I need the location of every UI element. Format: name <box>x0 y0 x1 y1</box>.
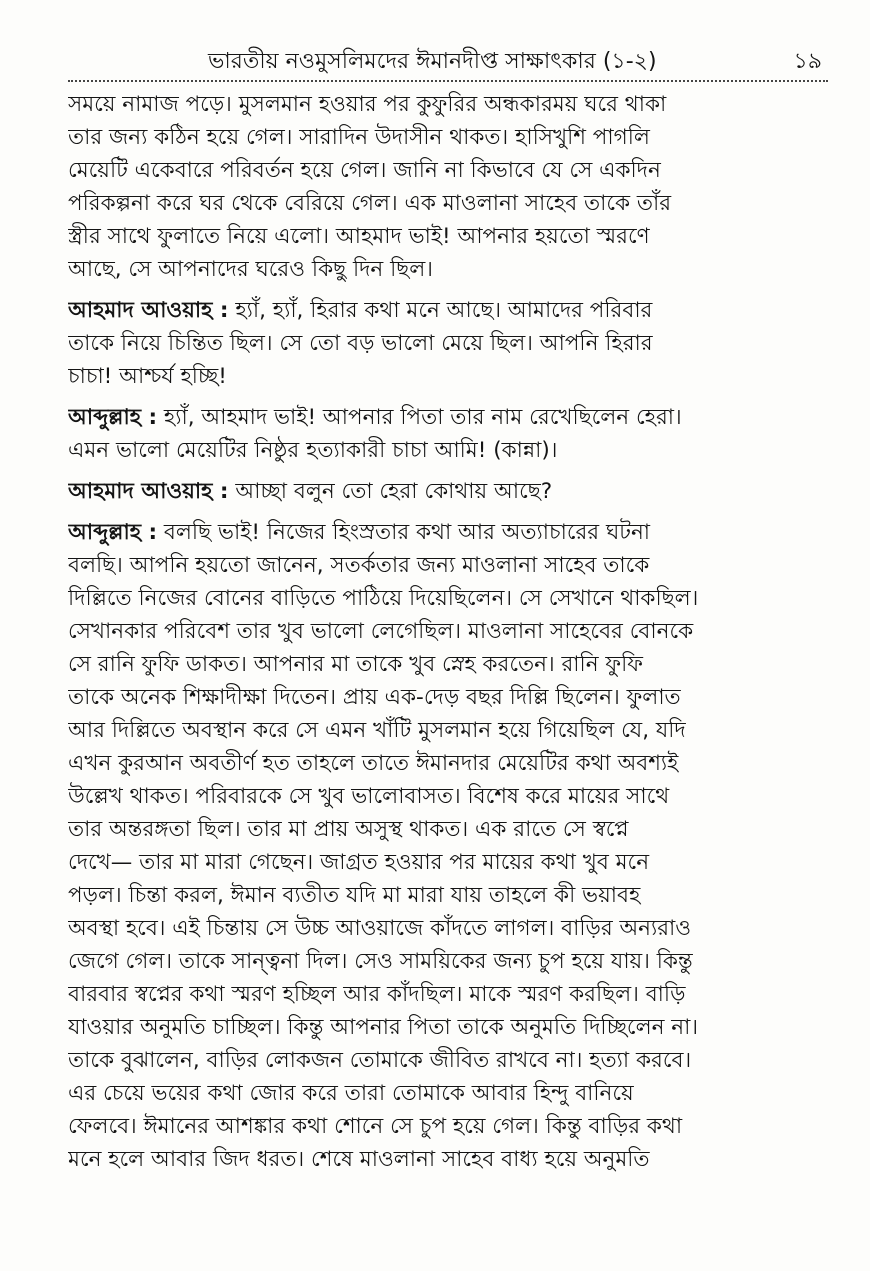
text-line <box>68 360 833 393</box>
line-text: এখন কুরআন অবতীর্ণ হত তাহলে তাতে ঈমানদার মেয়েটির কথা অবশ্যই <box>68 751 679 776</box>
text-line <box>68 516 833 549</box>
line-text: সেখানকার পরিবেশ তার খুব ভালো লেগেছিল। মাওলানা সাহেবের বোনকে <box>68 619 694 644</box>
header-divider <box>68 80 828 82</box>
paragraph <box>68 294 833 393</box>
paragraph <box>68 88 833 286</box>
text-line <box>68 549 833 582</box>
text-line <box>68 475 833 508</box>
page-number: ১৯ <box>793 49 822 74</box>
text-line <box>68 294 833 327</box>
speaker-label: আহমাদ আওয়াহ : <box>68 298 229 323</box>
text-line <box>68 121 833 154</box>
line-text: মনে হলে আবার জিদ ধরত। শেষে মাওলানা সাহেব বাধ্য হয়ে অনুমতি <box>68 1147 650 1172</box>
line-text: ফেলবে। ঈমানের আশঙ্কার কথা শোনে সে চুপ হয়ে গেল। কিন্তু বাড়ির কথা <box>68 1114 683 1139</box>
page-body <box>68 88 833 1184</box>
line-text: তাকে নিয়ে চিন্তিত ছিল। সে তো বড় ভালো মেয়ে ছিল। আপনি হিরার <box>68 331 653 356</box>
header-title: ভারতীয় নওমুসলিমদের ঈমানদীপ্ত সাক্ষাৎকার (১-২) <box>208 49 657 74</box>
line-text: বলছি। আপনি হয়তো জানেন, সতর্কতার জন্য মাওলানা সাহেব তাকে <box>68 553 650 578</box>
line-text: তাকে অনেক শিক্ষাদীক্ষা দিতেন। প্রায় এক-দেড় বছর দিল্লি ছিলেন। ফুলাত <box>68 685 681 710</box>
line-text: এর চেয়ে ভয়ের কথা জোর করে তারা তোমাকে আবার হিন্দু বানিয়ে <box>68 1081 634 1106</box>
line-text: হ্যাঁ, আহমাদ ভাই! আপনার পিতা তার নাম রেখেছিলেন হেরা। <box>157 405 682 430</box>
line-text: বারবার স্বপ্নের কথা স্মরণ হচ্ছিল আর কাঁদছিল। মাকে স্মরণ করছিল। বাড়ি <box>68 982 686 1007</box>
speaker-label: আহমাদ আওয়াহ : <box>68 479 229 504</box>
text-line <box>68 615 833 648</box>
line-text: সে রানি ফুফি ডাকত। আপনার মা তাকে খুব স্নেহ করতেন। রানি ফুফি <box>68 652 643 677</box>
line-text: হ্যাঁ, হ্যাঁ, হিরার কথা মনে আছে। আমাদের পরিবার <box>228 298 653 323</box>
line-text: মেয়েটি একেবারে পরিবর্তন হয়ে গেল। জানি না কিভাবে যে সে একদিন <box>68 158 661 183</box>
text-line <box>68 434 833 467</box>
text-line <box>68 846 833 879</box>
text-line <box>68 1011 833 1044</box>
line-text: বলছি ভাই! নিজের হিংস্রতার কথা আর অত্যাচারের ঘটনা <box>157 520 651 545</box>
text-line <box>68 648 833 681</box>
text-line <box>68 681 833 714</box>
line-text: আচ্ছা বলুন তো হেরা কোথায় আছে? <box>228 479 553 504</box>
line-text: চাচা! আশ্চর্য হচ্ছি! <box>68 364 227 389</box>
text-line <box>68 879 833 912</box>
text-line <box>68 747 833 780</box>
line-text: দিল্লিতে নিজের বোনের বাড়িতে পাঠিয়ে দিয়েছিলেন। সে সেখানে থাকছিল। <box>68 586 699 611</box>
text-line <box>68 88 833 121</box>
line-text: জেগে গেল। তাকে সান্ত্বনা দিল। সেও সাময়িকের জন্য চুপ হয়ে যায়। কিন্তু <box>68 949 693 974</box>
paragraph <box>68 516 833 1176</box>
text-line <box>68 1044 833 1077</box>
line-text: সময়ে নামাজ পড়ে। মুসলমান হওয়ার পর কুফুরির অন্ধকারময় ঘরে থাকা <box>68 92 667 117</box>
running-header <box>68 40 828 76</box>
text-line <box>68 187 833 220</box>
text-line <box>68 945 833 978</box>
text-line <box>68 154 833 187</box>
line-text: তার অন্তরঙ্গতা ছিল। তার মা প্রায় অসুস্থ থাকত। এক রাতে সে স্বপ্নে <box>68 817 629 842</box>
line-text: তার জন্য কঠিন হয়ে গেল। সারাদিন উদাসীন থাকত। হাসিখুশি পাগলি <box>68 125 650 150</box>
speaker-label: আব্দুল্লাহ : <box>68 520 158 545</box>
line-text: আছে, সে আপনাদের ঘরেও কিছু দিন ছিল। <box>68 257 433 282</box>
line-text: আর দিল্লিতে অবস্থান করে সে এমন খাঁটি মুসলমান হয়ে গিয়েছিল যে, যদি <box>68 718 686 743</box>
text-line <box>68 220 833 253</box>
speaker-label: আব্দুল্লাহ : <box>68 405 158 430</box>
text-line <box>68 714 833 747</box>
text-line <box>68 912 833 945</box>
text-line <box>68 327 833 360</box>
text-line <box>68 1077 833 1110</box>
line-text: পড়ল। চিন্তা করল, ঈমান ব্যতীত যদি মা মারা যায় তাহলে কী ভয়াবহ <box>68 883 641 908</box>
text-line <box>68 813 833 846</box>
line-text: যাওয়ার অনুমতি চাচ্ছিল। কিন্তু আপনার পিতা তাকে অনুমতি দিচ্ছিলেন না। <box>68 1015 699 1040</box>
line-text: দেখে— তার মা মারা গেছেন। জাগ্রত হওয়ার পর মায়ের কথা খুব মনে <box>68 850 650 875</box>
text-line <box>68 253 833 286</box>
text-line <box>68 978 833 1011</box>
text-line <box>68 1143 833 1176</box>
line-text: স্ত্রীর সাথে ফুলাতে নিয়ে এলো। আহমাদ ভাই! আপনার হয়তো স্মরণে <box>68 224 650 249</box>
line-text: তাকে বুঝালেন, বাড়ির লোকজন তোমাকে জীবিত রাখবে না। হত্যা করবে। <box>68 1048 692 1073</box>
line-text: পরিকল্পনা করে ঘর থেকে বেরিয়ে গেল। এক মাওলানা সাহেব তাকে তাঁর <box>68 191 672 216</box>
text-line <box>68 1110 833 1143</box>
text-line <box>68 582 833 615</box>
text-line <box>68 401 833 434</box>
text-line <box>68 780 833 813</box>
paragraph <box>68 401 833 467</box>
line-text: এমন ভালো মেয়েটির নিষ্ঠুর হত্যাকারী চাচা আমি! (কান্না)। <box>68 438 558 463</box>
paragraph <box>68 475 833 508</box>
line-text: অবস্থা হবে। এই চিন্তায় সে উচ্চ আওয়াজে কাঁদতে লাগল। বাড়ির অন্যরাও <box>68 916 692 941</box>
line-text: উল্লেখ থাকত। পরিবারকে সে খুব ভালোবাসত। বিশেষ করে মায়ের সাথে <box>68 784 670 809</box>
